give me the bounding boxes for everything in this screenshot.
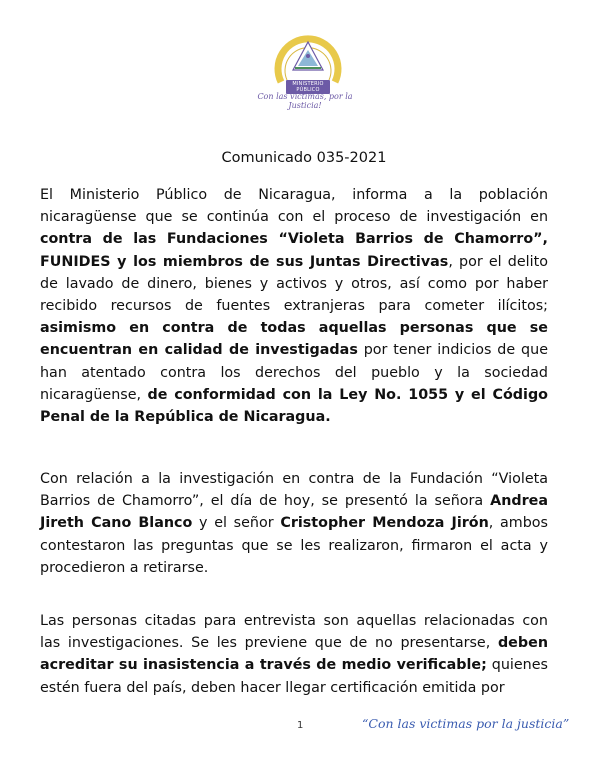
page-number: 1: [297, 720, 304, 731]
paragraph-1: [40, 184, 548, 428]
p1-run-5: de conformidad con la Ley No. 1055 y el Código Penal de la República de Nicaragua.: [40, 386, 548, 426]
p1-run-2: , por el delito de lavado de dinero, bienes y activos y otros, así como por haber recibido recursos de fuentes extranjeras para cometer ilícitos;: [40, 253, 548, 315]
p2-run-3: Cristopher Mendoza Jirón: [280, 515, 489, 532]
p3-run-1: deben acreditar su inasistencia a través de medio verificable;: [40, 635, 548, 674]
p1-run-4: por tener indicios de que han atentado contra los derechos del pueblo y la sociedad nicaragüense,: [40, 342, 548, 403]
page-title: Comunicado 035-2021: [221, 150, 387, 166]
banner-line1: MINISTERIO: [292, 81, 324, 87]
p3-run-0: Las personas citadas para entrevista son aquellas relacionadas con las investigaciones. Se les previene que de no presentarse,: [40, 613, 548, 652]
paragraph-3: [40, 610, 548, 699]
header-tagline: Con las víctimas, por la Justicia!: [257, 92, 353, 110]
p2-run-0: Con relación a la investigación en contra de la Fundación “Violeta Barrios de Chamorro”, el día de hoy, se presentó la señora: [40, 471, 548, 510]
p2-run-1: Andrea Jireth Cano Blanco: [40, 493, 548, 532]
banner-line2: PÚBLICO: [296, 87, 320, 93]
p3-run-2: quienes estén fuera del país, deben hacer llegar certificación emitida por: [40, 657, 548, 696]
p2-run-2: y el señor: [192, 515, 281, 532]
p1-run-1: contra de las Fundaciones “Violeta Barrios de Chamorro”, FUNIDES y los miembros de sus Juntas Directivas: [40, 231, 548, 270]
p1-run-3: asimismo en contra de todas aquellas personas que se encuentran en calidad de investigadas: [40, 320, 548, 359]
paragraph-2: [40, 468, 548, 579]
footer-quote: “Con las victimas por la justicia”: [362, 716, 570, 731]
seal-icon: [273, 24, 343, 86]
p1-run-0: El Ministerio Público de Nicaragua, informa a la población nicaragüense que se continúa con el proceso de investigación en: [40, 187, 548, 226]
p2-run-4: , ambos contestaron las preguntas que se les realizaron, firmaron el acta y procedieron a retirarse.: [40, 515, 548, 576]
